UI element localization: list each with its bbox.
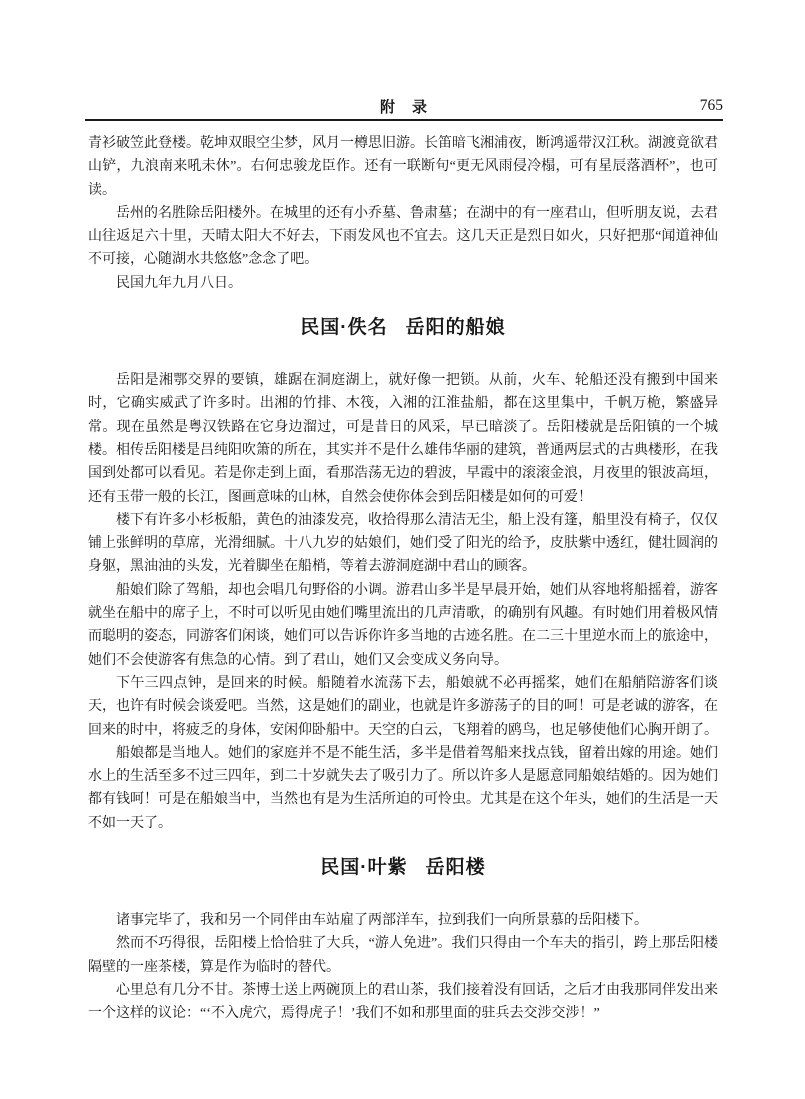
paragraph: 岳阳是湘鄂交界的要镇，雄踞在洞庭湖上，就好像一把锁。从前，火车、轮船还没有搬到中国来时，它确实威武了许多时。出湘的竹排、木筏，入湘的江淮盐船，都在这里集中，千帆万桅，繁盛异常。现在虽然是粤汉铁路在它身边溜过，可是昔日的风采，早已暗淡了。岳阳楼就是岳阳镇的一个城楼。相传岳阳楼是吕纯阳吹箫的所在，其实并不是什么雄伟华丽的建筑，普通两层式的古典楼形，在我国到处都可以看见。若是你走到上面，看那浩荡无边的碧波，早霞中的滚滚金浪，月夜里的银波高垣，还有玉带一般的长江，图画意味的山林，自然会使你体会到岳阳楼是如何的可爱！ xyxy=(88,373,718,505)
paragraph: 诸事完毕了，我和另一个同伴由车站雇了两部洋车，拉到我们一向所景慕的岳阳楼下。 xyxy=(116,913,648,929)
section-heading xyxy=(88,313,718,343)
paragraph: 民国九年九月八日。 xyxy=(116,275,242,291)
paragraph: 然而不巧得很，岳阳楼上恰恰驻了大兵，“游人免进”。我们只得由一个车夫的指引，跨上那岳阳楼隔壁的一座茶楼，算是作为临时的替代。 xyxy=(88,936,718,975)
section-heading xyxy=(88,853,718,883)
header-rule xyxy=(85,119,723,121)
paragraph: 青衫破笠此登楼。乾坤双眼空尘梦，风月一樽思旧游。长笛暗飞湘浦夜，断鸿遥带汉江秋。湖渡竟欲君山铲，九浪南来吼未休”。右何忠骏龙臣作。还有一联断句“更无风雨侵冷榻，可有星辰落酒杯”，也可读。 xyxy=(88,136,718,198)
paragraph: 楼下有许多小杉板船，黄色的油漆发亮，收拾得那么清洁无尘，船上没有篷，船里没有椅子，仅仅铺上张鲜明的草席，光滑细腻。十八九岁的姑娘们，她们受了阳光的给予，皮肤紫中透红，健壮圆润的身躯，黑油油的头发，光着脚坐在船梢，等着去游洞庭湖中君山的顾客。 xyxy=(88,512,718,575)
page-body xyxy=(88,132,718,1026)
paragraph: 岳州的名胜除岳阳楼外。在城里的还有小乔墓、鲁肃墓；在湖中的有一座君山，但听朋友说，去君山往返足六十里，天晴太阳大不好去，下雨发风也不宜去。这几天正是烈日如火，只好把那“闻道神仙不可接，心随湖水共悠悠”念念了吧。 xyxy=(88,205,718,268)
paragraph: 船娘们除了驾船，却也会唱几句野俗的小调。游君山多半是早晨开始，她们从容地将船摇着，游客就坐在船中的席子上，不时可以听见由她们嘴里流出的几声清歌，的确别有风趣。有时她们用着极风情而聪明的姿态，同游客们闲谈，她们可以告诉你许多当地的古迹名胜。在二三十里逆水而上的旅途中，她们不会使游客有焦急的心情。到了君山，她们又会变成义务向导。 xyxy=(88,582,718,668)
paragraph: 下午三四点钟，是回来的时候。船随着水流荡下去，船娘就不必再摇桨，她们在船艄陪游客们谈天，也许有时候会谈爱吧。当然，这是她们的副业，也就是许多游荡子的目的呵！可是老诚的游客，在回来的时中，将疲乏的身体，安闲仰卧船中。天空的白云，飞翔着的鸥鸟，也足够使他们心胸开朗了。 xyxy=(88,675,718,738)
section-era-author: 民国·佚名 xyxy=(300,317,388,339)
page-number: 765 xyxy=(699,97,723,114)
paragraph: 船娘都是当地人。她们的家庭并不是不能生活，多半是借着驾船来找点钱，留着出嫁的用途。她们水上的生活至多不过三四年，到二十岁就失去了吸引力了。所以许多人是愿意同船娘结婚的。因为她们都有钱呵！可是在船娘当中，当然也有是为生活所迫的可怜虫。尤其是在这个年头，她们的生活是一天不如一天了。 xyxy=(88,745,718,831)
running-head: 附 录 xyxy=(379,99,428,116)
paragraph: 心里总有几分不甘。茶博士送上两碗顶上的君山茶，我们接着没有回话，之后才由我那同伴发出来一个这样的议论：“‘不入虎穴，焉得虎子！’我们不如和那里面的驻兵去交涉交涉！” xyxy=(88,982,718,1022)
page-header xyxy=(85,96,723,118)
section-title: 岳阳楼 xyxy=(425,857,486,879)
section-era-author: 民国·叶紫 xyxy=(320,857,408,879)
section-title: 岳阳的船娘 xyxy=(405,317,506,339)
